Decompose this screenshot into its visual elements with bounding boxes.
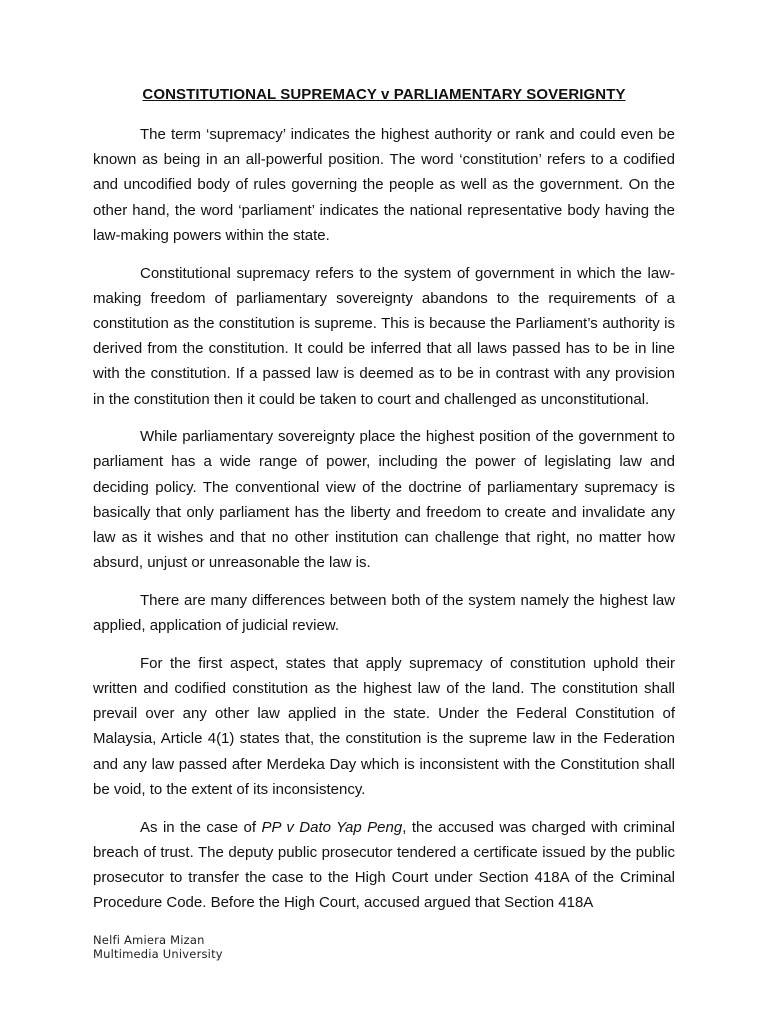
document-body (93, 122, 675, 915)
paragraph-2: Constitutional supremacy refers to the system of government in which the law-making freedom of parliamentary sovereignty abandons to the requirements of a constitution as the constitution is supreme. This is because the Parliament’s authority is derived from the constitution. It could be inferred that all laws passed has to be in line with the constitution. If a passed law is deemed as to be in contrast with any provision in the constitution then it could be taken to court and challenged as unconstitutional. (93, 264, 675, 408)
paragraph-6 (93, 815, 675, 916)
paragraph-4: There are many differences between both of the system namely the highest law applied, application of judicial review. (93, 591, 675, 635)
paragraph-6-lead: As in the case of (140, 818, 262, 836)
paragraph-1: The term ‘supremacy’ indicates the highest authority or rank and could even be known as being in an all-powerful position. The word ‘constitution’ refers to a codified and uncodified body of rules governing the people as well as the government. On the other hand, the word ‘parliament’ indicates the national representative body having the law-making powers within the state. (93, 126, 675, 244)
paragraph-3: While parliamentary sovereignty place the highest position of the government to parliament has a wide range of power, including the power of legislating law and deciding policy. The conventional view of the doctrine of parliamentary supremacy is basically that only parliament has the liberty and freedom to create and invalidate any law as it wishes and that no other institution can challenge that right, no matter how absurd, unjust or unreasonable the law is. (93, 428, 675, 572)
paragraph-5: For the first aspect, states that apply supremacy of constitution uphold their written and codified constitution as the highest law of the land. The constitution shall prevail over any other law applied in the state. Under the Federal Constitution of Malaysia, Article 4(1) states that, the constitution is the supreme law in the Federation and any law passed after Merdeka Day which is inconsistent with the Constitution shall be void, to the extent of its inconsistency. (93, 654, 675, 798)
footer-institution: Multimedia University (93, 947, 223, 961)
case-citation: PP v Dato Yap Peng (261, 818, 403, 836)
document-title: CONSTITUTIONAL SUPREMACY v PARLIAMENTARY SOVERIGNTY (142, 86, 626, 103)
page-footer (93, 933, 223, 961)
paragraph-6-rest: , the accused was charged with criminal breach of trust. The deputy public prosecutor tendered a certificate issued by the public prosecutor to transfer the case to the High Court under Section 418A of the Criminal Procedure Code. Before the High Court, accused argued that Section 418A (93, 818, 675, 912)
footer-author: Nelfi Amiera Mizan (93, 933, 205, 947)
